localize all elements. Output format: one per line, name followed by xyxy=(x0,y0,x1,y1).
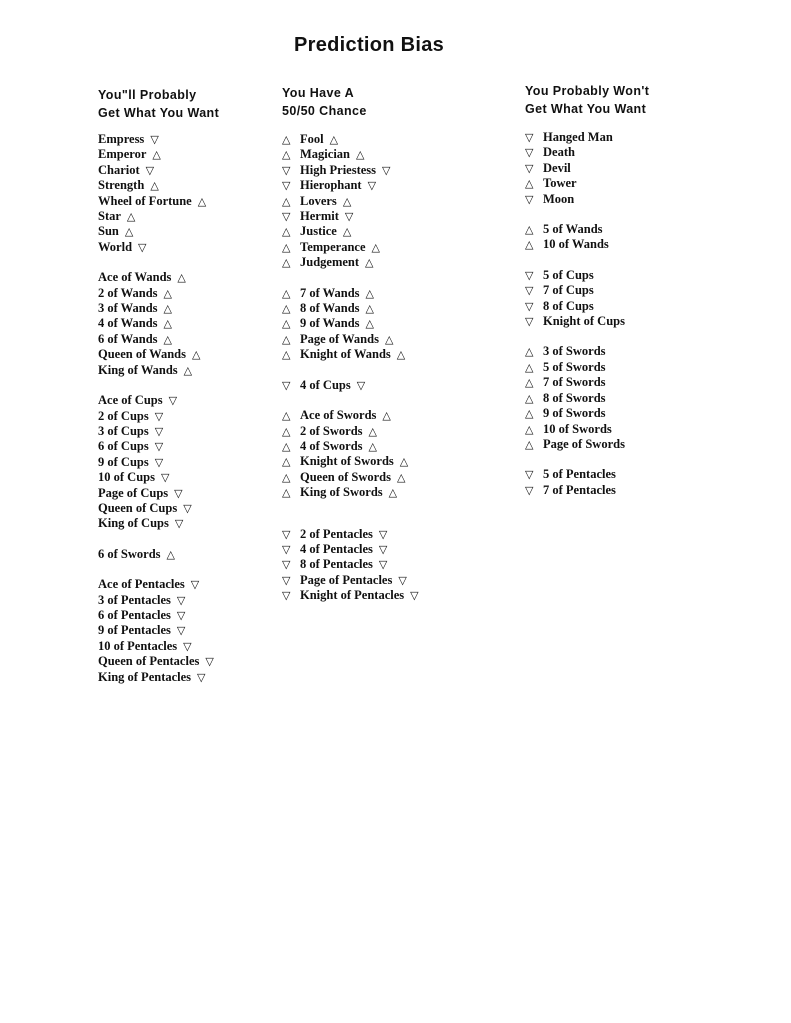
card-entry xyxy=(282,163,419,178)
card-name: Knight of Cups xyxy=(543,314,625,329)
card-entry xyxy=(98,654,219,669)
upright-triangle-icon: △ xyxy=(282,409,291,423)
card-name: King of Pentacles xyxy=(98,669,192,684)
card-entry xyxy=(525,130,649,145)
card-groups xyxy=(282,132,419,604)
upright-triangle-icon: △ xyxy=(282,225,291,239)
card-entry xyxy=(98,623,219,638)
card-group xyxy=(98,270,219,378)
card-name: Page of Cups xyxy=(98,485,169,500)
card-entry xyxy=(525,360,649,375)
upright-triangle-icon: △ xyxy=(282,470,291,484)
header-line: You"ll Probably xyxy=(98,88,197,102)
card-name: 5 of Swords xyxy=(543,359,606,374)
card-entry xyxy=(98,132,219,147)
card-group xyxy=(525,344,649,452)
card-name: 6 of Wands xyxy=(98,331,158,346)
card-entry xyxy=(282,378,419,393)
reversed-triangle-icon: ▽ xyxy=(282,210,291,224)
card-name: 4 of Cups xyxy=(300,377,351,392)
card-name: Page of Wands xyxy=(300,331,379,346)
upright-triangle-icon: △ xyxy=(282,332,291,346)
upright-triangle-icon: △ xyxy=(282,133,291,146)
card-name: 7 of Pentacles xyxy=(543,482,616,497)
column-header xyxy=(525,82,649,118)
card-name: 3 of Pentacles xyxy=(98,592,171,607)
card-entry xyxy=(525,391,649,406)
reversed-triangle-icon: ▽ xyxy=(154,455,164,469)
column-header xyxy=(282,84,419,120)
card-entry xyxy=(282,408,419,423)
reversed-triangle-icon: ▽ xyxy=(150,133,159,146)
card-name: 9 of Pentacles xyxy=(98,623,171,638)
card-entry xyxy=(525,192,649,207)
card-name: Wheel of Fortune xyxy=(98,193,192,208)
card-entry xyxy=(98,501,219,516)
upright-triangle-icon: △ xyxy=(282,439,291,453)
upright-triangle-icon: △ xyxy=(371,240,380,254)
reversed-triangle-icon: ▽ xyxy=(525,192,534,206)
card-entry xyxy=(525,483,649,498)
reversed-triangle-icon: ▽ xyxy=(183,501,192,515)
card-name: Hermit xyxy=(300,209,339,224)
card-name: 2 of Wands xyxy=(98,285,158,300)
card-group xyxy=(282,378,419,393)
card-name: Tower xyxy=(543,176,577,191)
upright-triangle-icon: △ xyxy=(342,194,352,208)
reversed-triangle-icon: ▽ xyxy=(367,179,377,193)
card-entry xyxy=(282,454,419,469)
reversed-triangle-icon: ▽ xyxy=(410,589,419,603)
reversed-triangle-icon: ▽ xyxy=(197,670,206,684)
card-entry xyxy=(98,316,219,331)
card-entry xyxy=(282,209,419,224)
card-group xyxy=(525,222,649,253)
card-name: 10 of Wands xyxy=(543,237,609,252)
card-entry xyxy=(282,485,419,500)
card-name: 5 of Wands xyxy=(543,222,603,237)
card-entry xyxy=(98,470,219,485)
upright-triangle-icon: △ xyxy=(282,194,291,208)
upright-triangle-icon: △ xyxy=(525,391,534,405)
upright-triangle-icon: △ xyxy=(356,148,365,162)
card-name: 8 of Cups xyxy=(543,298,594,313)
card-entry xyxy=(98,286,219,301)
card-name: Moon xyxy=(543,191,575,206)
card-entry xyxy=(98,639,219,654)
card-entry xyxy=(525,344,649,359)
card-name: Ace of Wands xyxy=(98,270,172,285)
reversed-triangle-icon: ▽ xyxy=(525,146,534,160)
reversed-triangle-icon: ▽ xyxy=(282,179,291,193)
card-entry xyxy=(282,286,419,301)
upright-triangle-icon: △ xyxy=(342,225,352,239)
card-name: Strength xyxy=(98,178,145,193)
column-fifty-fifty xyxy=(282,84,419,604)
card-name: King of Swords xyxy=(300,485,383,500)
card-entry xyxy=(525,467,649,482)
card-entry xyxy=(98,301,219,316)
card-name: Devil xyxy=(543,160,571,175)
card-name: 7 of Cups xyxy=(543,283,594,298)
upright-triangle-icon: △ xyxy=(525,360,534,374)
upright-triangle-icon: △ xyxy=(396,348,406,362)
card-group xyxy=(525,130,649,207)
card-name: Queen of Wands xyxy=(98,347,186,362)
card-name: Emperor xyxy=(98,147,147,162)
reversed-triangle-icon: ▽ xyxy=(356,378,366,392)
card-entry xyxy=(525,406,649,421)
reversed-triangle-icon: ▽ xyxy=(398,573,407,587)
reversed-triangle-icon: ▽ xyxy=(183,639,192,653)
reversed-triangle-icon: ▽ xyxy=(154,424,164,438)
card-entry xyxy=(282,470,419,485)
upright-triangle-icon: △ xyxy=(282,317,291,331)
upright-triangle-icon: △ xyxy=(282,240,291,254)
upright-triangle-icon: △ xyxy=(388,486,398,500)
reversed-triangle-icon: ▽ xyxy=(154,409,164,423)
card-name: Temperance xyxy=(300,239,366,254)
card-entry xyxy=(98,194,219,209)
card-entry xyxy=(525,176,649,191)
upright-triangle-icon: △ xyxy=(525,376,534,390)
card-entry xyxy=(98,424,219,439)
upright-triangle-icon: △ xyxy=(365,286,374,300)
card-entry xyxy=(98,270,219,285)
card-group xyxy=(98,577,219,685)
card-entry xyxy=(282,255,419,270)
card-groups xyxy=(525,130,649,498)
card-name: 8 of Swords xyxy=(543,390,606,405)
reversed-triangle-icon: ▽ xyxy=(176,624,186,638)
card-entry xyxy=(282,194,419,209)
upright-triangle-icon: △ xyxy=(365,302,374,316)
card-name: 7 of Swords xyxy=(543,375,606,390)
card-entry xyxy=(525,437,649,452)
reversed-triangle-icon: ▽ xyxy=(154,440,164,454)
upright-triangle-icon: △ xyxy=(365,256,374,270)
card-entry xyxy=(98,455,219,470)
reversed-triangle-icon: ▽ xyxy=(174,517,184,531)
card-entry xyxy=(282,132,419,147)
card-entry xyxy=(98,147,219,162)
card-name: 3 of Cups xyxy=(98,423,149,438)
reversed-triangle-icon: ▽ xyxy=(525,161,534,175)
reversed-triangle-icon: ▽ xyxy=(525,483,534,497)
card-entry xyxy=(98,347,219,362)
card-group xyxy=(282,527,419,604)
card-name: 10 of Cups xyxy=(98,470,155,485)
reversed-triangle-icon: ▽ xyxy=(176,593,186,607)
reversed-triangle-icon: ▽ xyxy=(282,589,291,603)
card-name: Knight of Wands xyxy=(300,347,391,362)
card-name: 4 of Wands xyxy=(98,316,158,331)
card-name: Ace of Cups xyxy=(98,393,163,408)
upright-triangle-icon: △ xyxy=(163,302,172,316)
card-entry xyxy=(98,332,219,347)
card-entry xyxy=(98,547,219,562)
reversed-triangle-icon: ▽ xyxy=(525,284,534,298)
reversed-triangle-icon: ▽ xyxy=(190,578,200,592)
card-name: 6 of Swords xyxy=(98,546,161,561)
card-name: High Priestess xyxy=(300,162,377,177)
card-entry xyxy=(282,147,419,162)
card-groups xyxy=(98,132,219,685)
upright-triangle-icon: △ xyxy=(282,148,291,162)
card-entry xyxy=(282,316,419,331)
card-entry xyxy=(525,299,649,314)
card-name: 10 of Pentacles xyxy=(98,638,178,653)
upright-triangle-icon: △ xyxy=(282,286,291,300)
card-name: Hanged Man xyxy=(543,130,613,144)
upright-triangle-icon: △ xyxy=(282,348,291,362)
card-name: 10 of Swords xyxy=(543,421,612,436)
upright-triangle-icon: △ xyxy=(177,271,186,285)
card-name: 8 of Pentacles xyxy=(300,557,373,572)
upright-triangle-icon: △ xyxy=(525,238,534,252)
reversed-triangle-icon: ▽ xyxy=(282,527,291,541)
upright-triangle-icon: △ xyxy=(126,210,136,224)
header-line: You Have A xyxy=(282,86,355,100)
card-entry xyxy=(282,542,419,557)
card-name: Hierophant xyxy=(300,178,362,193)
upright-triangle-icon: △ xyxy=(525,223,534,237)
card-name: 2 of Pentacles xyxy=(300,526,373,541)
card-name: Queen of Swords xyxy=(300,469,391,484)
card-name: Lovers xyxy=(300,193,337,208)
card-entry xyxy=(282,332,419,347)
card-name: Judgement xyxy=(300,255,360,270)
card-entry xyxy=(282,557,419,572)
upright-triangle-icon: △ xyxy=(368,424,377,438)
card-name: 5 of Pentacles xyxy=(543,467,616,482)
card-name: King of Wands xyxy=(98,362,178,377)
reversed-triangle-icon: ▽ xyxy=(205,655,214,669)
card-group xyxy=(525,268,649,330)
card-entry xyxy=(282,527,419,542)
card-entry xyxy=(98,486,219,501)
card-name: Empress xyxy=(98,132,145,146)
upright-triangle-icon: △ xyxy=(183,363,193,377)
card-name: 7 of Wands xyxy=(300,285,360,300)
card-group xyxy=(98,547,219,562)
upright-triangle-icon: △ xyxy=(396,470,406,484)
reversed-triangle-icon: ▽ xyxy=(176,608,186,622)
page-title: Prediction Bias xyxy=(294,34,445,56)
card-group xyxy=(98,393,219,532)
card-name: 2 of Swords xyxy=(300,423,363,438)
card-entry xyxy=(282,347,419,362)
upright-triangle-icon: △ xyxy=(399,455,409,469)
card-name: 9 of Cups xyxy=(98,454,149,469)
reversed-triangle-icon: ▽ xyxy=(145,163,155,177)
card-name: 6 of Pentacles xyxy=(98,607,171,622)
upright-triangle-icon: △ xyxy=(282,455,291,469)
card-name: Page of Pentacles xyxy=(300,572,393,587)
card-name: 6 of Cups xyxy=(98,439,149,454)
card-entry xyxy=(525,161,649,176)
card-name: 4 of Swords xyxy=(300,438,363,453)
card-entry xyxy=(98,240,219,255)
reversed-triangle-icon: ▽ xyxy=(160,471,170,485)
card-name: 3 of Swords xyxy=(543,344,606,359)
reversed-triangle-icon: ▽ xyxy=(525,315,534,329)
card-name: 3 of Wands xyxy=(98,301,158,316)
card-entry xyxy=(282,573,419,588)
card-name: Page of Swords xyxy=(543,436,625,451)
upright-triangle-icon: △ xyxy=(163,286,172,300)
card-entry xyxy=(98,577,219,592)
card-name: Chariot xyxy=(98,162,140,177)
card-name: Knight of Swords xyxy=(300,454,394,469)
card-name: 5 of Cups xyxy=(543,267,594,282)
card-entry xyxy=(525,375,649,390)
upright-triangle-icon: △ xyxy=(525,437,534,451)
card-name: Sun xyxy=(98,224,119,239)
card-entry xyxy=(98,516,219,531)
upright-triangle-icon: △ xyxy=(525,407,534,421)
card-entry xyxy=(98,209,219,224)
upright-triangle-icon: △ xyxy=(282,486,291,500)
column-wont xyxy=(525,82,649,498)
card-entry xyxy=(98,608,219,623)
card-name: 2 of Cups xyxy=(98,408,149,423)
upright-triangle-icon: △ xyxy=(192,348,201,362)
reversed-triangle-icon: ▽ xyxy=(525,468,534,482)
upright-triangle-icon: △ xyxy=(152,148,161,162)
upright-triangle-icon: △ xyxy=(163,332,172,346)
card-name: World xyxy=(98,239,133,254)
reversed-triangle-icon: ▽ xyxy=(138,240,147,254)
card-entry xyxy=(98,393,219,408)
card-entry xyxy=(282,424,419,439)
reversed-triangle-icon: ▽ xyxy=(378,542,388,556)
card-name: Ace of Pentacles xyxy=(98,577,185,592)
reversed-triangle-icon: ▽ xyxy=(525,131,534,144)
card-group xyxy=(98,132,219,255)
reversed-triangle-icon: ▽ xyxy=(282,558,291,572)
card-name: Ace of Swords xyxy=(300,408,377,423)
card-name: Star xyxy=(98,209,121,224)
card-entry xyxy=(282,224,419,239)
card-entry xyxy=(282,301,419,316)
upright-triangle-icon: △ xyxy=(365,317,374,331)
reversed-triangle-icon: ▽ xyxy=(282,542,291,556)
upright-triangle-icon: △ xyxy=(368,439,377,453)
upright-triangle-icon: △ xyxy=(525,422,534,436)
card-name: Justice xyxy=(300,224,337,239)
upright-triangle-icon: △ xyxy=(282,302,291,316)
card-name: Knight of Pentacles xyxy=(300,588,405,603)
card-name: Magician xyxy=(300,147,350,162)
card-group xyxy=(525,467,649,498)
reversed-triangle-icon: ▽ xyxy=(525,299,534,313)
card-entry xyxy=(98,163,219,178)
card-entry xyxy=(525,283,649,298)
upright-triangle-icon: △ xyxy=(150,179,159,193)
upright-triangle-icon: △ xyxy=(163,317,172,331)
reversed-triangle-icon: ▽ xyxy=(168,394,178,408)
card-name: 9 of Swords xyxy=(543,406,606,421)
reversed-triangle-icon: ▽ xyxy=(282,163,291,177)
card-name: 9 of Wands xyxy=(300,316,360,331)
upright-triangle-icon: △ xyxy=(525,177,534,191)
card-name: Death xyxy=(543,145,575,160)
header-line: You Probably Won't xyxy=(525,84,650,98)
reversed-triangle-icon: ▽ xyxy=(282,378,291,392)
card-name: Queen of Cups xyxy=(98,500,178,515)
reversed-triangle-icon: ▽ xyxy=(344,210,354,224)
upright-triangle-icon: △ xyxy=(282,256,291,270)
column-header xyxy=(98,86,219,122)
card-entry xyxy=(282,178,419,193)
upright-triangle-icon: △ xyxy=(525,345,534,359)
header-line: Get What You Want xyxy=(98,106,220,120)
reversed-triangle-icon: ▽ xyxy=(382,163,391,177)
column-probably xyxy=(98,86,219,685)
card-entry xyxy=(98,224,219,239)
upright-triangle-icon: △ xyxy=(166,547,175,561)
card-entry xyxy=(525,268,649,283)
upright-triangle-icon: △ xyxy=(382,409,391,423)
card-group xyxy=(282,132,419,271)
upright-triangle-icon: △ xyxy=(329,133,339,146)
card-entry xyxy=(525,222,649,237)
header-line: Get What You Want xyxy=(525,102,647,116)
upright-triangle-icon: △ xyxy=(282,424,291,438)
reversed-triangle-icon: ▽ xyxy=(378,558,388,572)
reversed-triangle-icon: ▽ xyxy=(525,268,534,282)
card-entry xyxy=(98,363,219,378)
card-entry xyxy=(98,439,219,454)
card-entry xyxy=(98,670,219,685)
header-line: 50/50 Chance xyxy=(282,104,367,118)
card-group xyxy=(282,408,419,500)
upright-triangle-icon: △ xyxy=(197,194,207,208)
reversed-triangle-icon: ▽ xyxy=(378,527,388,541)
upright-triangle-icon: △ xyxy=(384,332,394,346)
card-entry xyxy=(98,178,219,193)
card-entry xyxy=(98,409,219,424)
reversed-triangle-icon: ▽ xyxy=(282,573,291,587)
card-entry xyxy=(525,314,649,329)
reversed-triangle-icon: ▽ xyxy=(174,486,183,500)
card-group xyxy=(282,286,419,363)
card-entry xyxy=(98,593,219,608)
card-name: Queen of Pentacles xyxy=(98,654,200,669)
card-entry xyxy=(282,240,419,255)
card-entry xyxy=(282,439,419,454)
card-entry xyxy=(282,588,419,603)
upright-triangle-icon: △ xyxy=(124,225,134,239)
card-name: 4 of Pentacles xyxy=(300,541,373,556)
card-name: Fool xyxy=(300,132,324,146)
card-entry xyxy=(525,422,649,437)
card-name: King of Cups xyxy=(98,516,169,531)
card-entry xyxy=(525,145,649,160)
card-name: 8 of Wands xyxy=(300,301,360,316)
card-entry xyxy=(525,237,649,252)
